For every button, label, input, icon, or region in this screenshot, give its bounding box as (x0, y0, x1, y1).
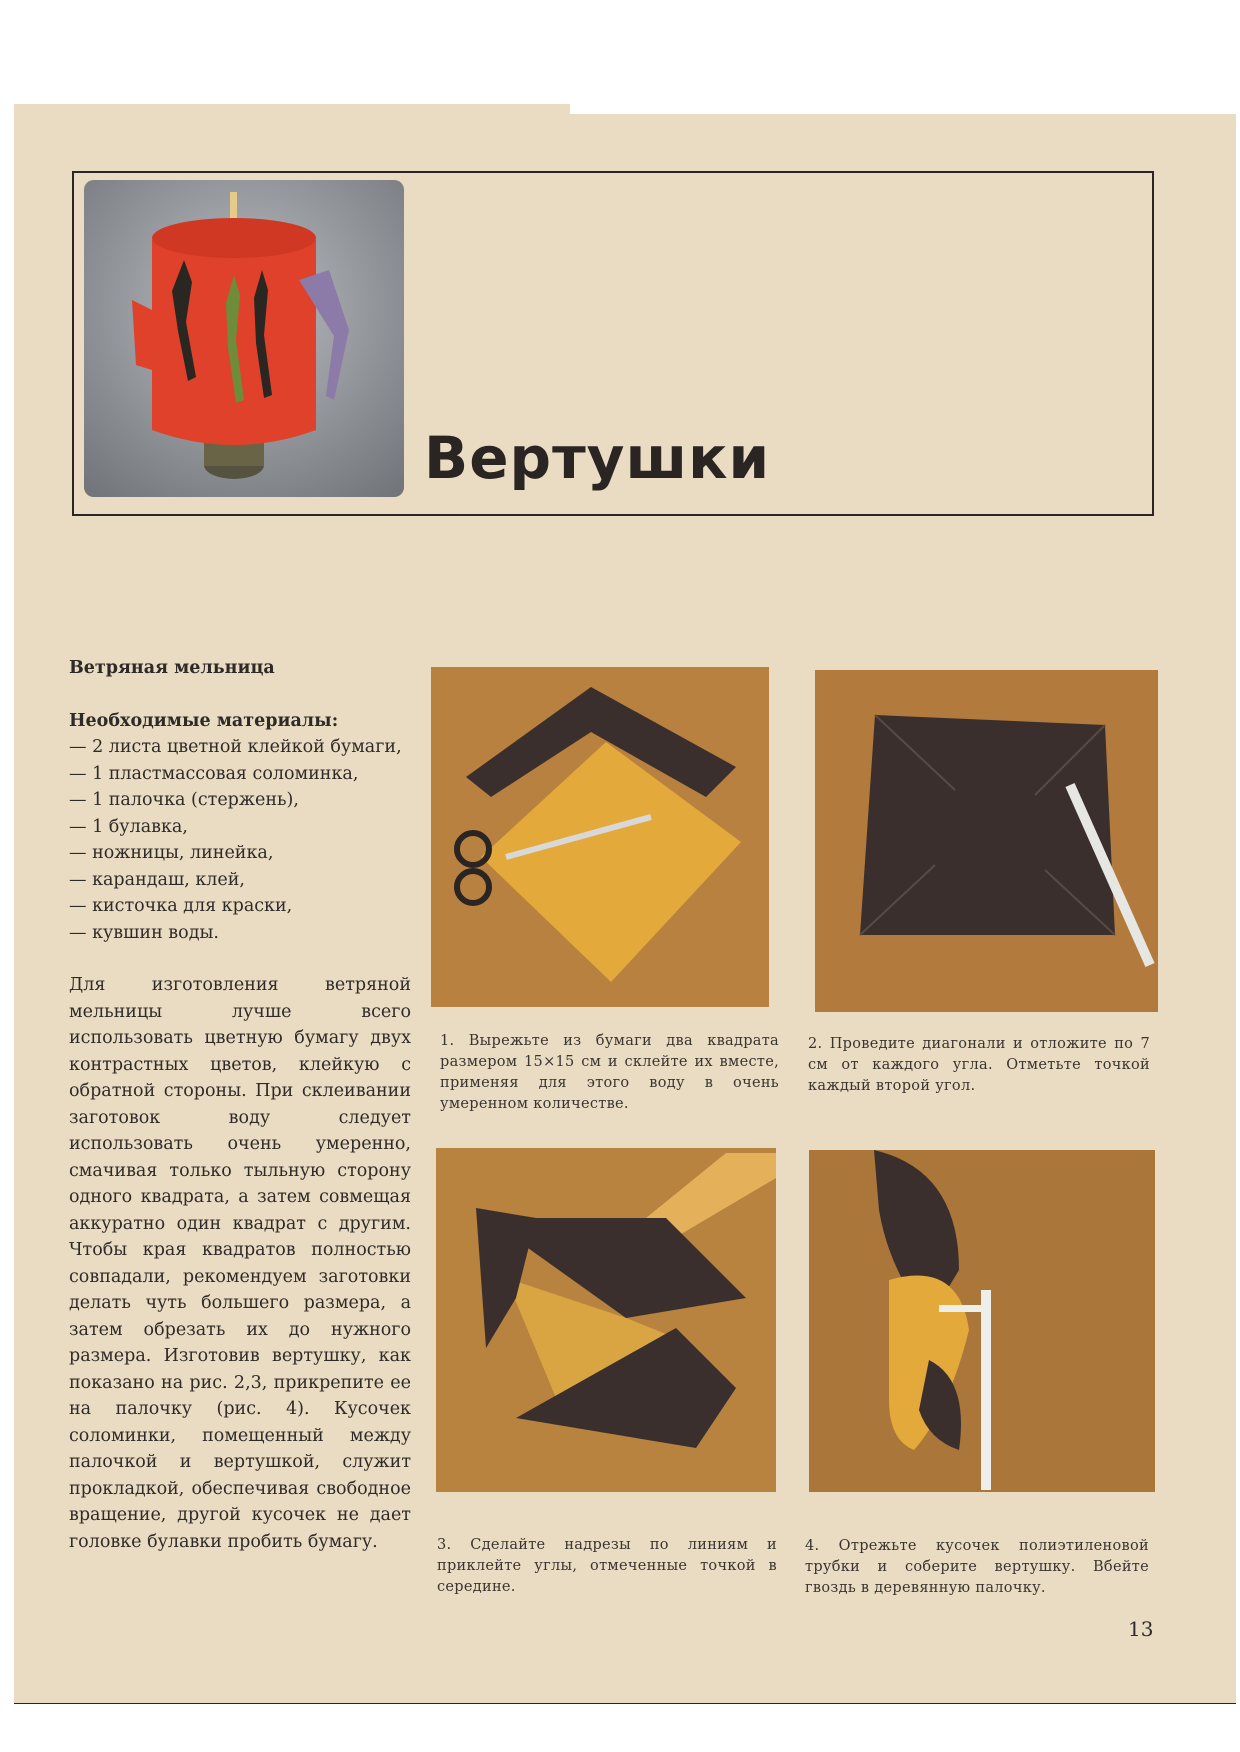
page-title: Вертушки (424, 424, 771, 492)
step-1-caption: 1. Вырежьте из бумаги два квадрата размером 15×15 см и склейте их вместе, применяя для этого воду в очень умеренном количестве. (440, 1033, 779, 1112)
materials-item: — 1 пластмассовая соломинка, (69, 763, 359, 784)
materials-list (69, 734, 411, 946)
materials-title: Необходимые материалы: (69, 710, 339, 731)
materials-item: — карандаш, клей, (69, 869, 245, 890)
body-text: Для изготовления ветряной мельницы лучше всего использовать цветную бумагу двух контрастных цветов, клейкую с обратной стороны. При склеивании заготовок воду следует использовать очень умеренно, смачивая только тыльную сторону одного квадрата, а затем совмещая аккуратно один квадрат с другим. Чтобы края квадратов полностью совпадали, рекомендуем заготовки делать чуть большего размера, а затем обрезать их до нужного размера. Изготовив вертушку, как показано на рис. 2,3, прикрепите ее на палочку (рис. 4). Кусочек соломинки, помещенный между палочкой и вертушкой, служит прокладкой, обеспечивая свободное вращение, другой кусочек не дает головке булавки пробить бумагу. (69, 975, 411, 1552)
materials-item: — 1 палочка (стержень), (69, 790, 299, 810)
step-2-photo (815, 670, 1158, 1012)
step-2-caption: 2. Проведите диагонали и отложите по 7 см от каждого угла. Отметьте точкой каждый второй угол. (808, 1036, 1150, 1094)
scan-margin (0, 1704, 1240, 1752)
materials-item: — кисточка для краски, (69, 896, 293, 916)
scan-edge (570, 100, 1236, 114)
page-number: 13 (1128, 1617, 1154, 1641)
materials-item: — 2 листа цветной клейкой бумаги, (69, 737, 402, 757)
header-photo-lantern (84, 180, 404, 497)
section-heading: Ветряная мельница (69, 658, 275, 678)
step-4-caption: 4. Отрежьте кусочек полиэтиленовой трубки и соберите вертушку. Вбейте гвоздь в деревянную палочку. (805, 1538, 1149, 1596)
step-3-photo (436, 1148, 776, 1492)
materials-item: — кувшин воды. (69, 922, 219, 943)
materials-item: — ножницы, линейка, (69, 843, 274, 863)
step-3-caption: 3. Сделайте надрезы по линиям и приклейте углы, отмеченные точкой в середине. (437, 1537, 777, 1595)
step-4-photo (809, 1150, 1155, 1492)
step-1-photo (431, 667, 769, 1007)
materials-item: — 1 булавка, (69, 816, 188, 837)
text-column (69, 655, 411, 1555)
